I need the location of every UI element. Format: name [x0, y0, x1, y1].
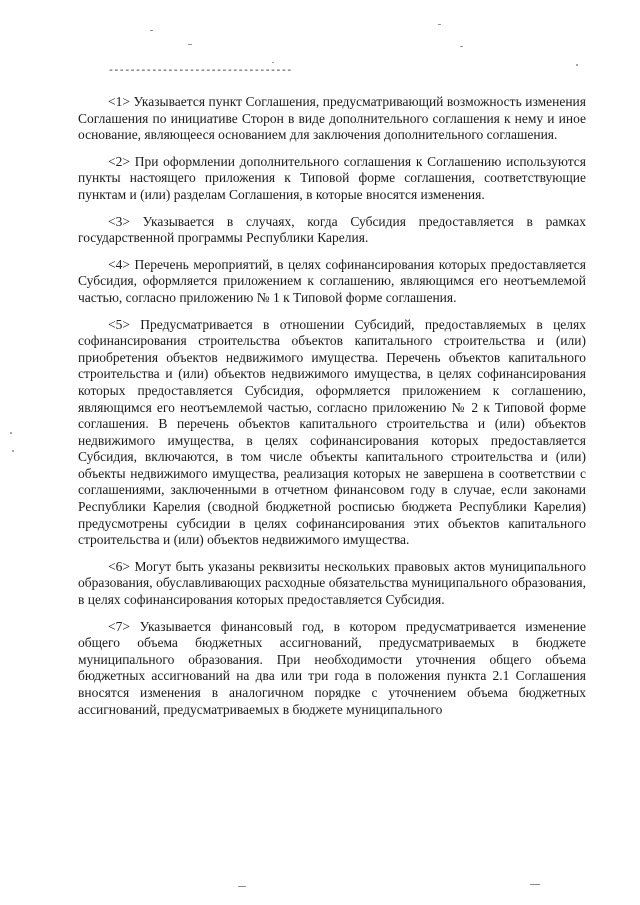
scan-speck — [576, 64, 578, 66]
scan-speck — [10, 432, 12, 434]
scan-speck — [460, 46, 463, 47]
scan-speck — [438, 24, 441, 25]
footnote-1: <1> Указывается пункт Соглашения, предусматривающий возможность изменения Соглашения по инициативе Сторон в виде дополнительного соглашения к нему и иное основание, являющееся основанием для заключения дополнительного соглашения. — [78, 94, 586, 143]
scan-speck — [188, 44, 192, 45]
scan-speck — [530, 884, 540, 885]
footnote-7: <7> Указывается финансовый год, в котором предусматривается изменение общего объема бюджетных ассигнований, предусматриваемых в бюджете муниципального образования. При необходимости уточнения общего объема бюджетных ассигнований на два или три года в положения пункта 2.1 Соглашения вносятся изменения в аналогичном порядке с уточнением объема бюджетных ассигнований, предусматриваемых в бюджете муниципального — [78, 618, 586, 717]
footnote-2: <2> При оформлении дополнительного соглашения к Соглашению используются пункты настоящего приложения к Типовой форме соглашения, соответствующие пунктам и (или) разделам Соглашения, в которые вносятся изменения. — [78, 153, 586, 202]
scan-speck — [272, 62, 274, 63]
scan-speck — [150, 30, 153, 31]
footnote-5: <5> Предусматривается в отношении Субсидий, предоставляемых в целях софинансирования строительства объектов капитального строительства и (или) приобретения объектов недвижимого имущества. Перечень объектов капитального строительства и (или) объектов недвижимого имущества, в целях софинансирования которых предоставляется Субсидия, оформляется приложением к соглашению, являющимся его неотъемлемой частью, согласно приложению № 2 к Типовой форме соглашения. В перечень объектов капитального строительства и (или) объектов недвижимого имущества, в целях софинансирования которых предоставляется Субсидия, включаются, в том числе объекты капитального строительства и (или) объекты недвижимого имущества, реализация которых не завершена в соответствии с соглашениями, заключенными в отчетном финансовом году в случае, если законами Республики Карелия (сводной бюджетной росписью бюджета Республики Карелия) предусмотрены субсидии в целях софинансирования этих объектов капитального строительства и (или) объектов недвижимого имущества. — [78, 316, 586, 548]
scan-speck — [12, 450, 14, 452]
footnote-separator: ---------------------------------- — [108, 66, 292, 77]
footnote-4: <4> Перечень мероприятий, в целях софинансирования которых предоставляется Субсидия, оформляется приложением к соглашению, являющимся его неотъемлемой частью, согласно приложению № 1 к Типовой форме соглашения. — [78, 256, 586, 305]
footnotes-list — [78, 94, 586, 728]
scan-speck — [238, 886, 246, 887]
footnote-3: <3> Указывается в случаях, когда Субсидия предоставляется в рамках государственной программы Республики Карелия. — [78, 213, 586, 246]
footnote-6: <6> Могут быть указаны реквизиты нескольких правовых актов муниципального образования, обуславливающих расходные обязательства муниципального образования, в целях софинансирования которых предоставляется Субсидия. — [78, 558, 586, 608]
